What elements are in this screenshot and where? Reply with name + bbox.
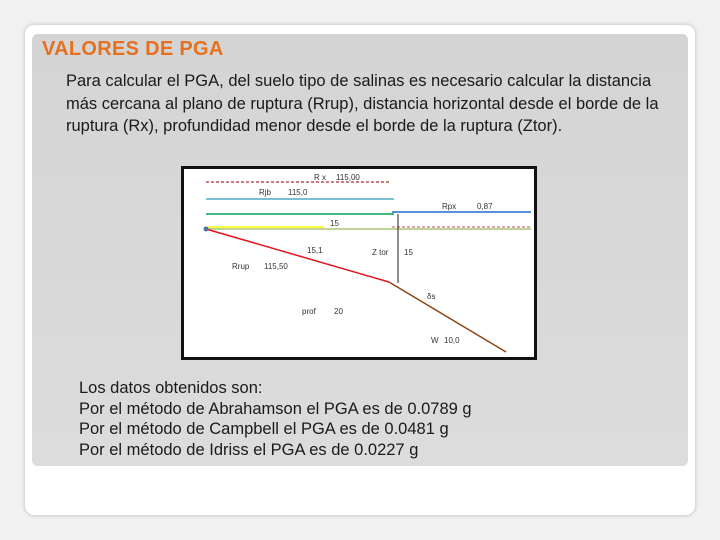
fifteen-one-label: 15,1 xyxy=(307,246,323,255)
site-marker xyxy=(204,227,209,232)
delta-label: δs xyxy=(427,292,436,301)
ztor-value-label: 15 xyxy=(404,248,413,257)
rpx-value-label: 0,87 xyxy=(477,202,493,211)
result-idriss: Por el método de Idriss el PGA es de 0.0227 g xyxy=(79,440,419,459)
slide-title: VALORES DE PGA xyxy=(42,38,224,60)
rx-name-label: R x xyxy=(314,173,326,182)
rjb-name-label: Rjb xyxy=(259,188,272,197)
fifteen-top-label: 15 xyxy=(330,219,339,228)
results-heading: Los datos obtenidos son: xyxy=(79,379,263,397)
rrup-value-label: 115,50 xyxy=(264,262,288,271)
prof-value-label: 20 xyxy=(334,307,343,316)
fault-geometry-diagram xyxy=(181,166,537,360)
prof-name-label: prof xyxy=(302,307,316,316)
result-campbell: Por el método de Campbell el PGA es de 0.0481 g xyxy=(79,420,449,438)
w-name-label: W xyxy=(431,336,439,345)
diagram-svg xyxy=(184,169,534,357)
rjb-value-label: 115,0 xyxy=(288,188,308,197)
rx-value-label: 115,00 xyxy=(336,173,360,182)
results-block xyxy=(79,378,679,460)
rrup-line xyxy=(206,229,389,282)
result-abrahamson: Por el método de Abrahamson el PGA es de 0.0789 g xyxy=(79,399,472,418)
ztor-name-label: Z tor xyxy=(372,248,389,257)
rrup-name-label: Rrup xyxy=(232,262,250,271)
w-value-label: 10,0 xyxy=(444,336,460,345)
intro-paragraph: Para calcular el PGA, del suelo tipo de salinas es necesario calcular la distancia más cercana al plano de ruptura (Rrup), distancia horizontal desde el borde de la ruptura (Rx), profundidad menor desde el borde de la ruptura (Ztor). xyxy=(66,72,659,135)
rpx-name-label: Rpx xyxy=(442,202,457,211)
